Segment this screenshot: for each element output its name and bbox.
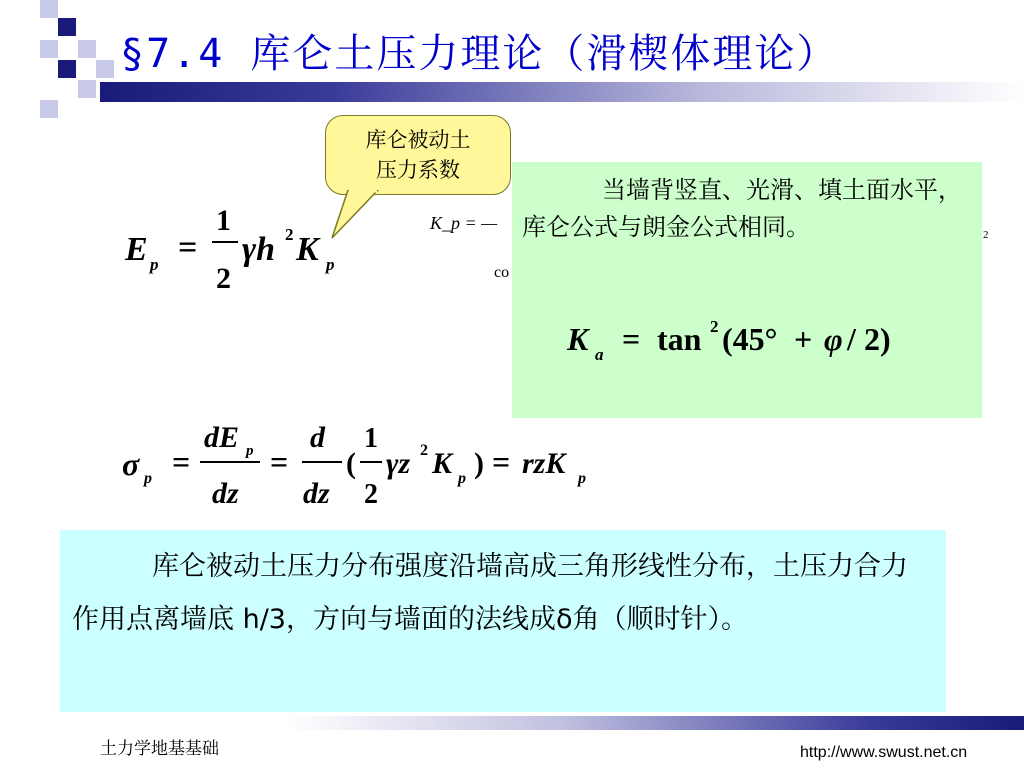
decor-square <box>40 100 58 118</box>
note-text: 当墙背竖直、光滑、填土面水平，库仑公式与朗金公式相同。 <box>522 176 962 241</box>
svg-text:K: K <box>296 231 319 268</box>
svg-text:φ: φ <box>824 321 843 357</box>
formula-ka <box>562 310 942 370</box>
svg-text:=: = <box>622 321 641 357</box>
svg-text:(45°: (45° <box>722 321 778 357</box>
svg-text:2: 2 <box>420 442 428 459</box>
svg-text:σ: σ <box>122 446 140 482</box>
callout-bubble <box>325 115 511 195</box>
svg-text:rzK: rzK <box>522 447 566 480</box>
footer-course-name: 土力学地基基础 <box>100 739 219 759</box>
page-title: §7.4 库仑土压力理论（滑楔体理论） <box>120 31 839 77</box>
svg-text:dz: dz <box>303 477 330 510</box>
svg-text:dE: dE <box>204 421 240 454</box>
footer-url: http://www.swust.net.cn <box>800 744 968 761</box>
formula-kp-partial-fragment: co <box>494 264 510 281</box>
svg-text:p: p <box>144 470 152 487</box>
decor-square <box>96 60 114 78</box>
callout-line: 压力系数 <box>376 158 460 182</box>
svg-text:2: 2 <box>710 317 719 336</box>
svg-text:p: p <box>458 470 466 487</box>
svg-text:a: a <box>595 345 604 364</box>
formula-kp-partial: K_p = — <box>430 213 498 233</box>
svg-text:K: K <box>432 447 453 480</box>
svg-text:=: = <box>178 229 198 266</box>
svg-text:=: = <box>172 444 191 480</box>
svg-text:2: 2 <box>364 479 378 510</box>
svg-text:p: p <box>150 255 159 274</box>
svg-text:+: + <box>794 321 813 357</box>
footer-bar <box>0 716 1024 730</box>
decor-square <box>58 18 76 36</box>
note-box-green <box>512 162 982 418</box>
decor-square <box>58 60 76 78</box>
svg-text:K: K <box>567 321 589 357</box>
callout-line: 库仑被动土 <box>365 128 471 152</box>
formula-kp-partial-exponent: 2 <box>983 229 989 241</box>
decor-square <box>40 40 58 58</box>
note-text: 库仑被动土压力分布强度沿墙高成三角形线性分布，土压力合力作用点离墙底 h/3，方向与墙面的法线成δ角（顺时针）。 <box>72 551 908 635</box>
svg-text:=: = <box>270 444 289 480</box>
svg-text:γz: γz <box>386 447 411 480</box>
svg-text:2: 2 <box>285 225 294 244</box>
svg-text:d: d <box>310 421 325 454</box>
title-underline-bar <box>100 82 1024 102</box>
svg-text:1: 1 <box>216 204 231 237</box>
svg-text:/: / <box>847 321 856 357</box>
svg-text:E: E <box>125 231 148 268</box>
svg-text:γh: γh <box>242 231 276 268</box>
svg-text:dz: dz <box>212 477 239 510</box>
svg-text:=: = <box>492 444 511 480</box>
svg-text:tan: tan <box>657 321 702 357</box>
svg-text:p: p <box>246 443 254 459</box>
svg-text:p: p <box>326 255 335 274</box>
svg-text:(: ( <box>346 447 356 480</box>
svg-text:): ) <box>474 447 484 480</box>
decor-square <box>40 0 58 18</box>
decor-square <box>78 40 96 58</box>
decor-square <box>78 80 96 98</box>
svg-text:1: 1 <box>364 423 378 454</box>
formula-sigma <box>120 415 600 515</box>
svg-text:2): 2) <box>864 321 891 357</box>
svg-text:p: p <box>578 470 586 487</box>
note-box-cyan <box>60 530 946 712</box>
formula-ep <box>120 200 350 300</box>
svg-text:2: 2 <box>216 262 231 295</box>
